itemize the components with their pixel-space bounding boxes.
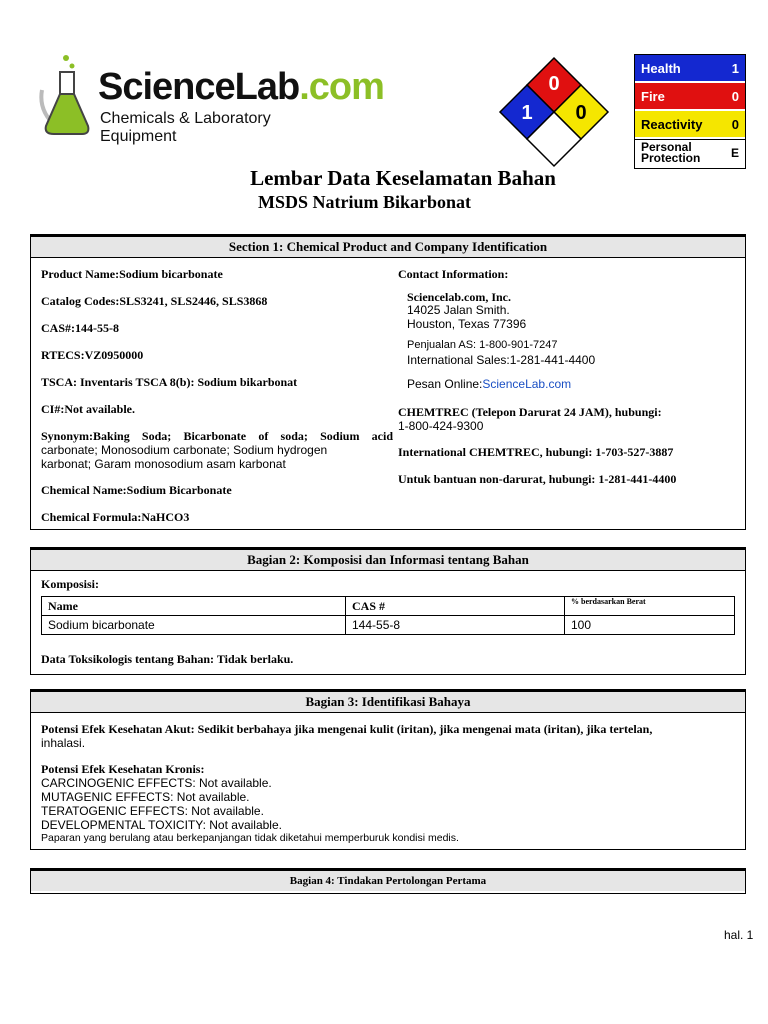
table-header-row — [42, 597, 735, 616]
cell-cas: 144-55-8 — [346, 616, 565, 635]
section-3-heading: Bagian 3: Identifikasi Bahaya — [31, 692, 745, 713]
tsca: TSCA: Inventaris TSCA 8(b): Sodium bikarbonat — [41, 375, 298, 389]
synonym-line3: karbonat; Garam monosodium asam karbonat — [41, 457, 286, 471]
catalog-codes: Catalog Codes:SLS3241, SLS2446, SLS3868 — [41, 294, 268, 308]
synonym-line1: Synonym:Baking Soda; Bicarbonate of soda; Sodium acid — [41, 429, 393, 443]
repeated-exposure-note: Paparan yang berulang atau berkepanjangan tidak diketahui memperburuk kondisi medis. — [41, 832, 459, 844]
nfpa-diamond — [498, 56, 610, 168]
composition-table — [41, 596, 735, 635]
address-line1: 14025 Jalan Smith. — [407, 303, 510, 317]
section-4 — [30, 868, 746, 894]
sales-us: Penjualan AS: 1-800-901-7247 — [407, 339, 558, 351]
intl-chemtrec: International CHEMTREC, hubungi: 1-703-527-3887 — [398, 445, 674, 459]
komposisi-label: Komposisi: — [41, 577, 100, 591]
col-weight: % berdasarkan Berat — [565, 597, 735, 616]
synonym-line2: carbonate; Monosodium carbonate; Sodium hydrogen — [41, 443, 328, 457]
hmis-rows — [635, 55, 745, 139]
order-online: Pesan Online:ScienceLab.com — [407, 377, 572, 391]
product-name: Product Name:Sodium bicarbonate — [41, 267, 223, 281]
flask-icon — [28, 50, 98, 145]
chemtrec-number: 1-800-424-9300 — [398, 419, 484, 433]
developmental-toxicity: DEVELOPMENTAL TOXICITY: Not available. — [41, 818, 282, 832]
hmis-label — [634, 54, 746, 169]
chemical-formula: Chemical Formula:NaHCO3 — [41, 510, 190, 524]
carcinogenic-effects: CARCINOGENIC EFFECTS: Not available. — [41, 776, 272, 790]
section-1-heading: Section 1: Chemical Product and Company Identification — [31, 237, 745, 258]
cell-weight: 100 — [565, 616, 735, 635]
mutagenic-effects: MUTAGENIC EFFECTS: Not available. — [41, 790, 250, 804]
chronic-label: Potensi Efek Kesehatan Kronis: — [41, 762, 205, 776]
col-cas: CAS # — [346, 597, 565, 616]
chemical-name: Chemical Name:Sodium Bicarbonate — [41, 483, 232, 497]
rtecs: RTECS:VZ0950000 — [41, 348, 144, 362]
sciencelab-link[interactable]: ScienceLab.com — [482, 377, 572, 391]
cell-name: Sodium bicarbonate — [42, 616, 346, 635]
page-number: hal. 1 — [724, 928, 754, 942]
section-2 — [30, 547, 746, 675]
hmis-personal-protection: Personal Protection E — [635, 139, 745, 168]
page-subtitle: MSDS Natrium Bikarbonat — [258, 192, 472, 212]
chemtrec: CHEMTREC (Telepon Darurat 24 JAM), hubungi: — [398, 405, 662, 419]
hmis-row-reactivity: Reactivity 0 — [635, 111, 745, 139]
section-4-heading: Bagian 4: Tindakan Pertolongan Pertama — [31, 871, 745, 891]
hmis-pp-value: E — [730, 145, 739, 160]
toxicology-data: Data Toksikologis tentang Bahan: Tidak berlaku. — [41, 652, 294, 666]
ci-number: CI#:Not available. — [41, 402, 135, 416]
company-name: Sciencelab.com, Inc. — [407, 290, 511, 304]
table-row — [42, 616, 735, 635]
page-title: Lembar Data Keselamatan Bahan — [250, 166, 556, 190]
acute-effects-cont: inhalasi. — [41, 736, 86, 750]
nfpa-reactivity: 0 — [575, 102, 587, 124]
hmis-row-health: Health 1 — [635, 55, 745, 83]
teratogenic-effects: TERATOGENIC EFFECTS: Not available. — [41, 804, 264, 818]
col-name: Name — [42, 597, 346, 616]
nfpa-flammability: 0 — [548, 73, 560, 95]
non-emergency: Untuk bantuan non-darurat, hubungi: 1-281-441-4400 — [398, 472, 677, 486]
section-3 — [30, 689, 746, 850]
cas-number: CAS#:144-55-8 — [41, 321, 119, 335]
contact-label: Contact Information: — [398, 267, 509, 281]
acute-effects: Potensi Efek Kesehatan Akut: Sedikit berbahaya jika mengenai kulit (iritan), jika mengenai mata (iritan), jika tertelan, — [41, 722, 653, 736]
section-1 — [30, 234, 746, 530]
logo-wordmark: ScienceLab.com — [98, 66, 384, 108]
nfpa-health: 1 — [521, 102, 533, 124]
address-line2: Houston, Texas 77396 — [407, 317, 527, 331]
sales-intl: International Sales:1-281-441-4400 — [407, 353, 596, 367]
logo-tagline: Chemicals & Laboratory Equipment — [100, 110, 271, 145]
sciencelab-logo — [28, 50, 384, 145]
hmis-row-fire: Fire 0 — [635, 83, 745, 111]
section-2-heading: Bagian 2: Komposisi dan Informasi tentang Bahan — [31, 550, 745, 571]
